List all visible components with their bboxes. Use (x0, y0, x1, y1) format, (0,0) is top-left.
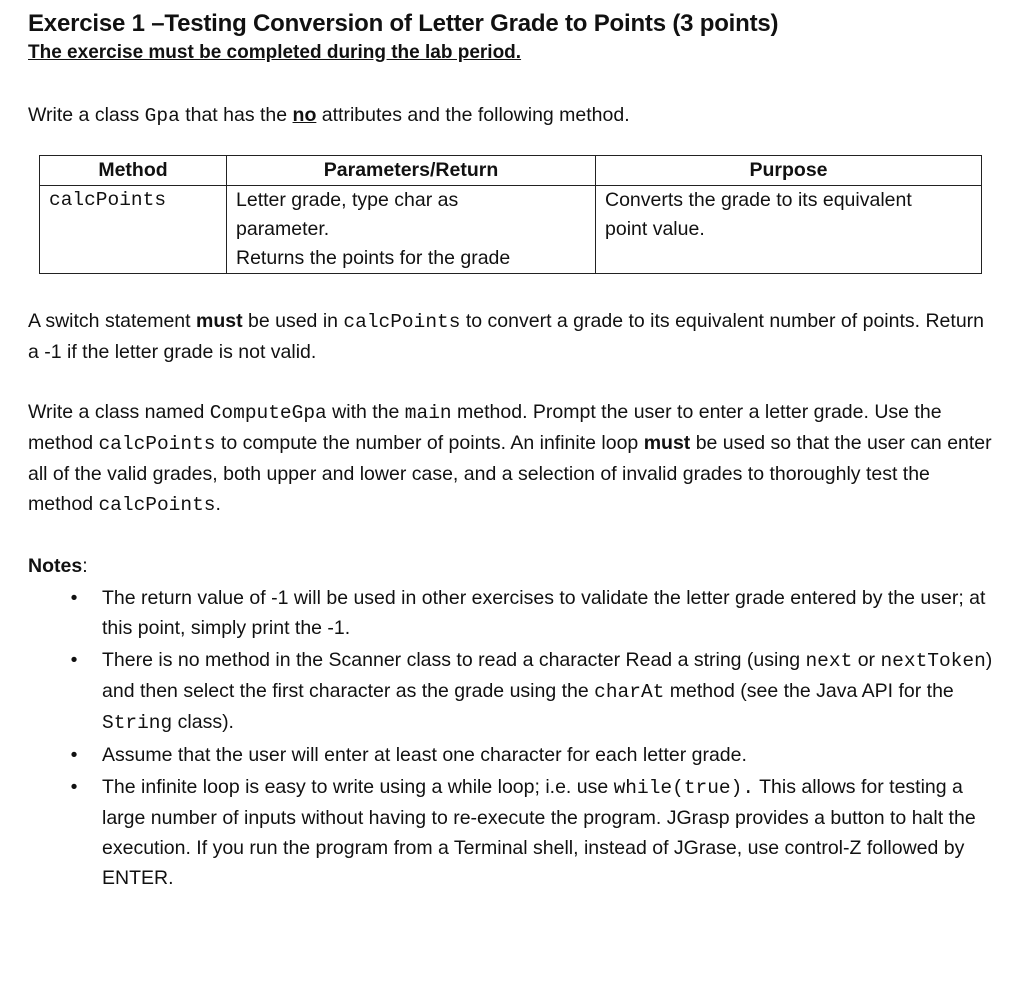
intro-text-a: Write a class (28, 104, 145, 126)
switch-text-a: A switch statement (28, 310, 196, 332)
method-table-header-row (40, 156, 982, 186)
cell-purpose (596, 186, 982, 274)
header-purpose: Purpose (596, 156, 982, 186)
note-text: The return value of -1 will be used in other exercises to validate the letter grade entered by the user; at this point, simply print the -1. (102, 587, 986, 639)
main-must-emphasis: must (643, 432, 691, 454)
main-text-a: Write a class named (28, 401, 210, 423)
main-text-b: with the (326, 401, 405, 423)
switch-text-b: be used in (242, 310, 344, 332)
bullet-icon: • (70, 776, 78, 798)
main-class-name: ComputeGpa (209, 402, 327, 424)
purpose-line: point value. (605, 218, 705, 240)
note-text: The infinite loop is easy to write using a while loop; i.e. use (102, 776, 614, 798)
purpose-line: Converts the grade to its equivalent (605, 189, 912, 211)
intro-paragraph (28, 100, 993, 131)
params-line: Returns the points for the grade (236, 247, 511, 269)
bullet-icon: • (70, 744, 78, 766)
bullet-icon: • (70, 649, 78, 671)
note-text: class). (172, 711, 234, 733)
note-item (28, 772, 993, 893)
notes-colon: : (82, 555, 88, 577)
main-method-code: main (404, 402, 452, 424)
intro-class-name: Gpa (144, 105, 180, 127)
note-item (28, 740, 993, 770)
cell-parameters (227, 186, 596, 274)
intro-no-emphasis: no (292, 104, 317, 126)
note-code: String (102, 712, 173, 734)
note-text: Assume that the user will enter at least one character for each letter grade. (102, 744, 747, 766)
exercise-title: Exercise 1 –Testing Conversion of Letter Grade to Points (3 points) (28, 10, 779, 37)
main-code-2: calcPoints (98, 494, 216, 516)
header-parameters: Parameters/Return (227, 156, 596, 186)
method-table (39, 155, 982, 274)
method-table-row (40, 186, 982, 274)
main-text-f: . (215, 493, 221, 515)
main-paragraph (28, 397, 993, 520)
switch-text-c: to convert a grade to its equivalent number of points. Return a -1 if the letter grade is not valid. (28, 310, 985, 363)
main-code: calcPoints (98, 433, 216, 455)
notes-heading (28, 551, 993, 581)
note-item (28, 645, 993, 738)
note-code: charAt (594, 681, 665, 703)
main-text-c: method. Prompt the user to enter a letter grade. Use the method (28, 401, 942, 454)
params-line: Letter grade, type char as (236, 189, 459, 211)
header-method: Method (40, 156, 227, 186)
note-text: There is no method in the Scanner class to read a character Read a string (using (102, 649, 806, 671)
switch-must-emphasis: must (196, 310, 243, 332)
main-text-d: to compute the number of points. An infinite loop (215, 432, 644, 454)
note-text: method (see the Java API for the (664, 680, 954, 702)
intro-text-b: that has the (179, 104, 293, 126)
note-text: This allows for testing a large number of inputs without having to re-execute the program. JGrasp provides a button to halt the execution. If you run the program from a Terminal shell, instead of JGrase, use control-Z followed by ENTER. (102, 776, 976, 889)
main-text-e: be used so that the user can enter all of the valid grades, both upper and lower case, and a selection of invalid grades to thoroughly test the method (28, 432, 992, 515)
params-line: parameter. (236, 218, 330, 240)
switch-code: calcPoints (343, 311, 461, 333)
cell-method-name: calcPoints (40, 186, 227, 274)
intro-text-c: attributes and the following method. (316, 104, 630, 126)
notes-list (28, 583, 993, 893)
note-item (28, 583, 993, 643)
note-text: or (852, 649, 881, 671)
note-code: next (805, 650, 853, 672)
switch-paragraph (28, 306, 993, 367)
note-code: while(true). (613, 777, 755, 799)
exercise-document (28, 8, 993, 895)
note-code: nextToken (880, 650, 986, 672)
exercise-subtitle: The exercise must be completed during the lab period. (28, 42, 522, 63)
bullet-icon: • (70, 587, 78, 609)
notes-label: Notes (28, 555, 83, 577)
note-text: ) and then select the first character as the grade using the (102, 649, 993, 702)
